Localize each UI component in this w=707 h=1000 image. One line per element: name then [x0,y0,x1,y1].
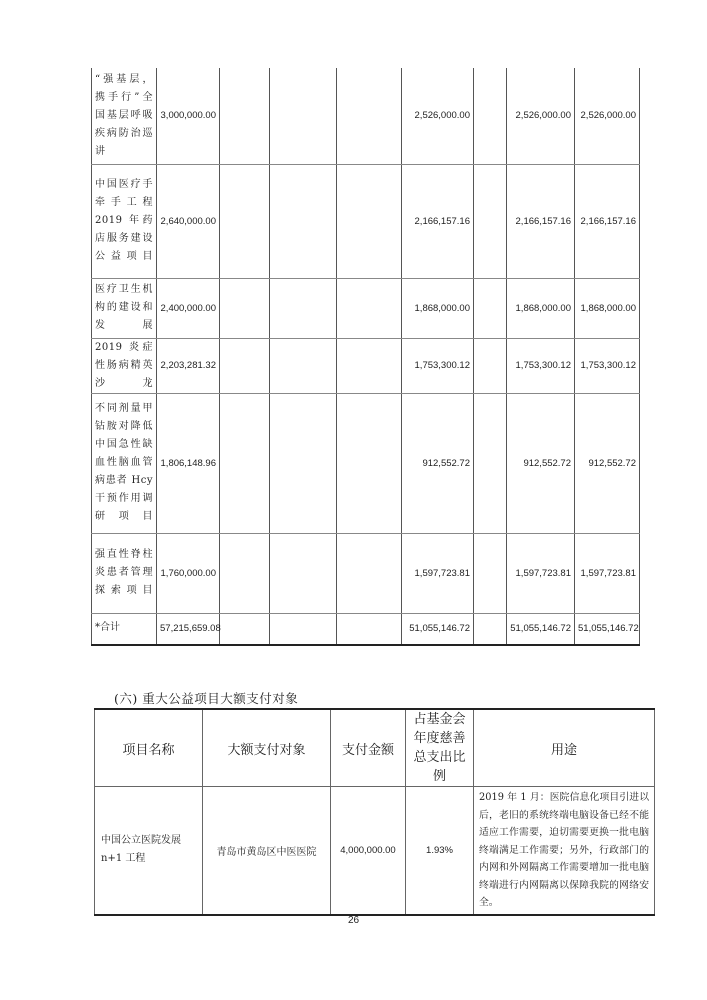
cell-empty [474,338,507,393]
total-amount: 51,055,146.72 [402,613,474,645]
page-number: 26 [347,915,360,926]
cell-project-name: 医疗卫生机构的建设和发展 [92,278,157,338]
cell-empty [220,68,270,164]
table-row [92,164,640,278]
cell-amount: 912,552.72 [402,393,474,533]
cell-empty [220,393,270,533]
cell-empty [337,68,402,164]
cell-empty [270,164,337,278]
cell-empty [337,533,402,613]
table-row [92,533,640,613]
cell-empty [270,613,337,645]
cell-amount: 2,166,157.16 [575,164,640,278]
table-row [92,393,640,533]
cell-empty [337,338,402,393]
cell-empty [220,613,270,645]
cell-project-name: 强直性脊柱炎患者管理探索项目 [92,533,157,613]
cell-empty [337,613,402,645]
cell-amount: 2,166,157.16 [402,164,474,278]
funds-table [91,68,640,646]
cell-project-name: 不同剂量甲钴胺对降低中国急性缺血性脑血管病患者 Hcy 干预作用调研项目 [92,393,157,533]
cell-amount: 2,526,000.00 [507,68,575,164]
cell-amount: 1,597,723.81 [575,533,640,613]
cell-empty [270,533,337,613]
cell-amount: 1,597,723.81 [507,533,575,613]
total-row [92,613,640,645]
cell-empty [270,278,337,338]
total-amount: 51,055,146.72 [507,613,575,645]
header-ratio: 占基金会年度慈善总支出比例 [406,709,474,787]
cell-empty [474,68,507,164]
cell-empty [337,393,402,533]
cell-empty [220,164,270,278]
table-row [92,338,640,393]
cell-amount: 2,526,000.00 [575,68,640,164]
cell-amount: 1,753,300.12 [507,338,575,393]
cell-amount: 2,166,157.16 [507,164,575,278]
total-amount: 51,055,146.72 [575,613,640,645]
large-payment-table [94,708,655,916]
header-payee: 大额支付对象 [203,709,331,787]
cell-budget: 2,640,000.00 [157,164,220,278]
cell-use: 2019 年 1 月：医院信息化项目引进以后，老旧的系统终端电脑设备已经不能适应工作需要，迫切需要更换一批电脑终端满足工作需要；另外，行政部门的内网和外网隔离工作需要增加一批电脑终端进行内网隔离以保障我院的网络安全。 [474,787,655,915]
cell-amount: 1,868,000.00 [402,278,474,338]
cell-amount: 1,597,723.81 [402,533,474,613]
header-project: 项目名称 [95,709,203,787]
header-amount: 支付金额 [331,709,406,787]
cell-amount: 1,753,300.12 [575,338,640,393]
cell-empty [270,68,337,164]
header-use: 用途 [474,709,655,787]
cell-budget: 2,203,281.32 [157,338,220,393]
cell-project-name: “强基层，携手行”全国基层呼吸疾病防治巡讲 [92,68,157,164]
cell-amount: 912,552.72 [507,393,575,533]
cell-amount: 2,526,000.00 [402,68,474,164]
cell-amount: 1,868,000.00 [507,278,575,338]
cell-empty [474,613,507,645]
table-row [95,787,655,915]
cell-budget: 3,000,000.00 [157,68,220,164]
cell-empty [474,164,507,278]
cell-empty [270,393,337,533]
cell-empty [220,278,270,338]
cell-empty [220,338,270,393]
cell-budget: 1,760,000.00 [157,533,220,613]
table-row [92,68,640,164]
cell-payee: 青岛市黄岛区中医医院 [203,787,331,915]
cell-amount: 912,552.72 [575,393,640,533]
cell-empty [474,278,507,338]
cell-ratio: 1.93% [406,787,474,915]
cell-amount: 1,868,000.00 [575,278,640,338]
cell-empty [474,393,507,533]
cell-budget: 1,806,148.96 [157,393,220,533]
cell-empty [337,278,402,338]
cell-project-name: 2019 炎症性肠病精英沙龙 [92,338,157,393]
section-heading: (六) 重大公益项目大额支付对象 [114,691,299,706]
cell-project: 中国公立医院发展 n+1 工程 [95,787,203,915]
header-row [95,709,655,787]
cell-empty [337,164,402,278]
total-label: *合计 [92,613,157,645]
cell-amount: 4,000,000.00 [331,787,406,915]
cell-budget: 2,400,000.00 [157,278,220,338]
total-budget: 57,215,659.08 [157,613,220,645]
cell-empty [474,533,507,613]
table-row [92,278,640,338]
cell-empty [220,533,270,613]
cell-empty [270,338,337,393]
cell-amount: 1,753,300.12 [402,338,474,393]
cell-project-name: 中国医疗手牵手工程 2019 年药店服务建设公益项目 [92,164,157,278]
